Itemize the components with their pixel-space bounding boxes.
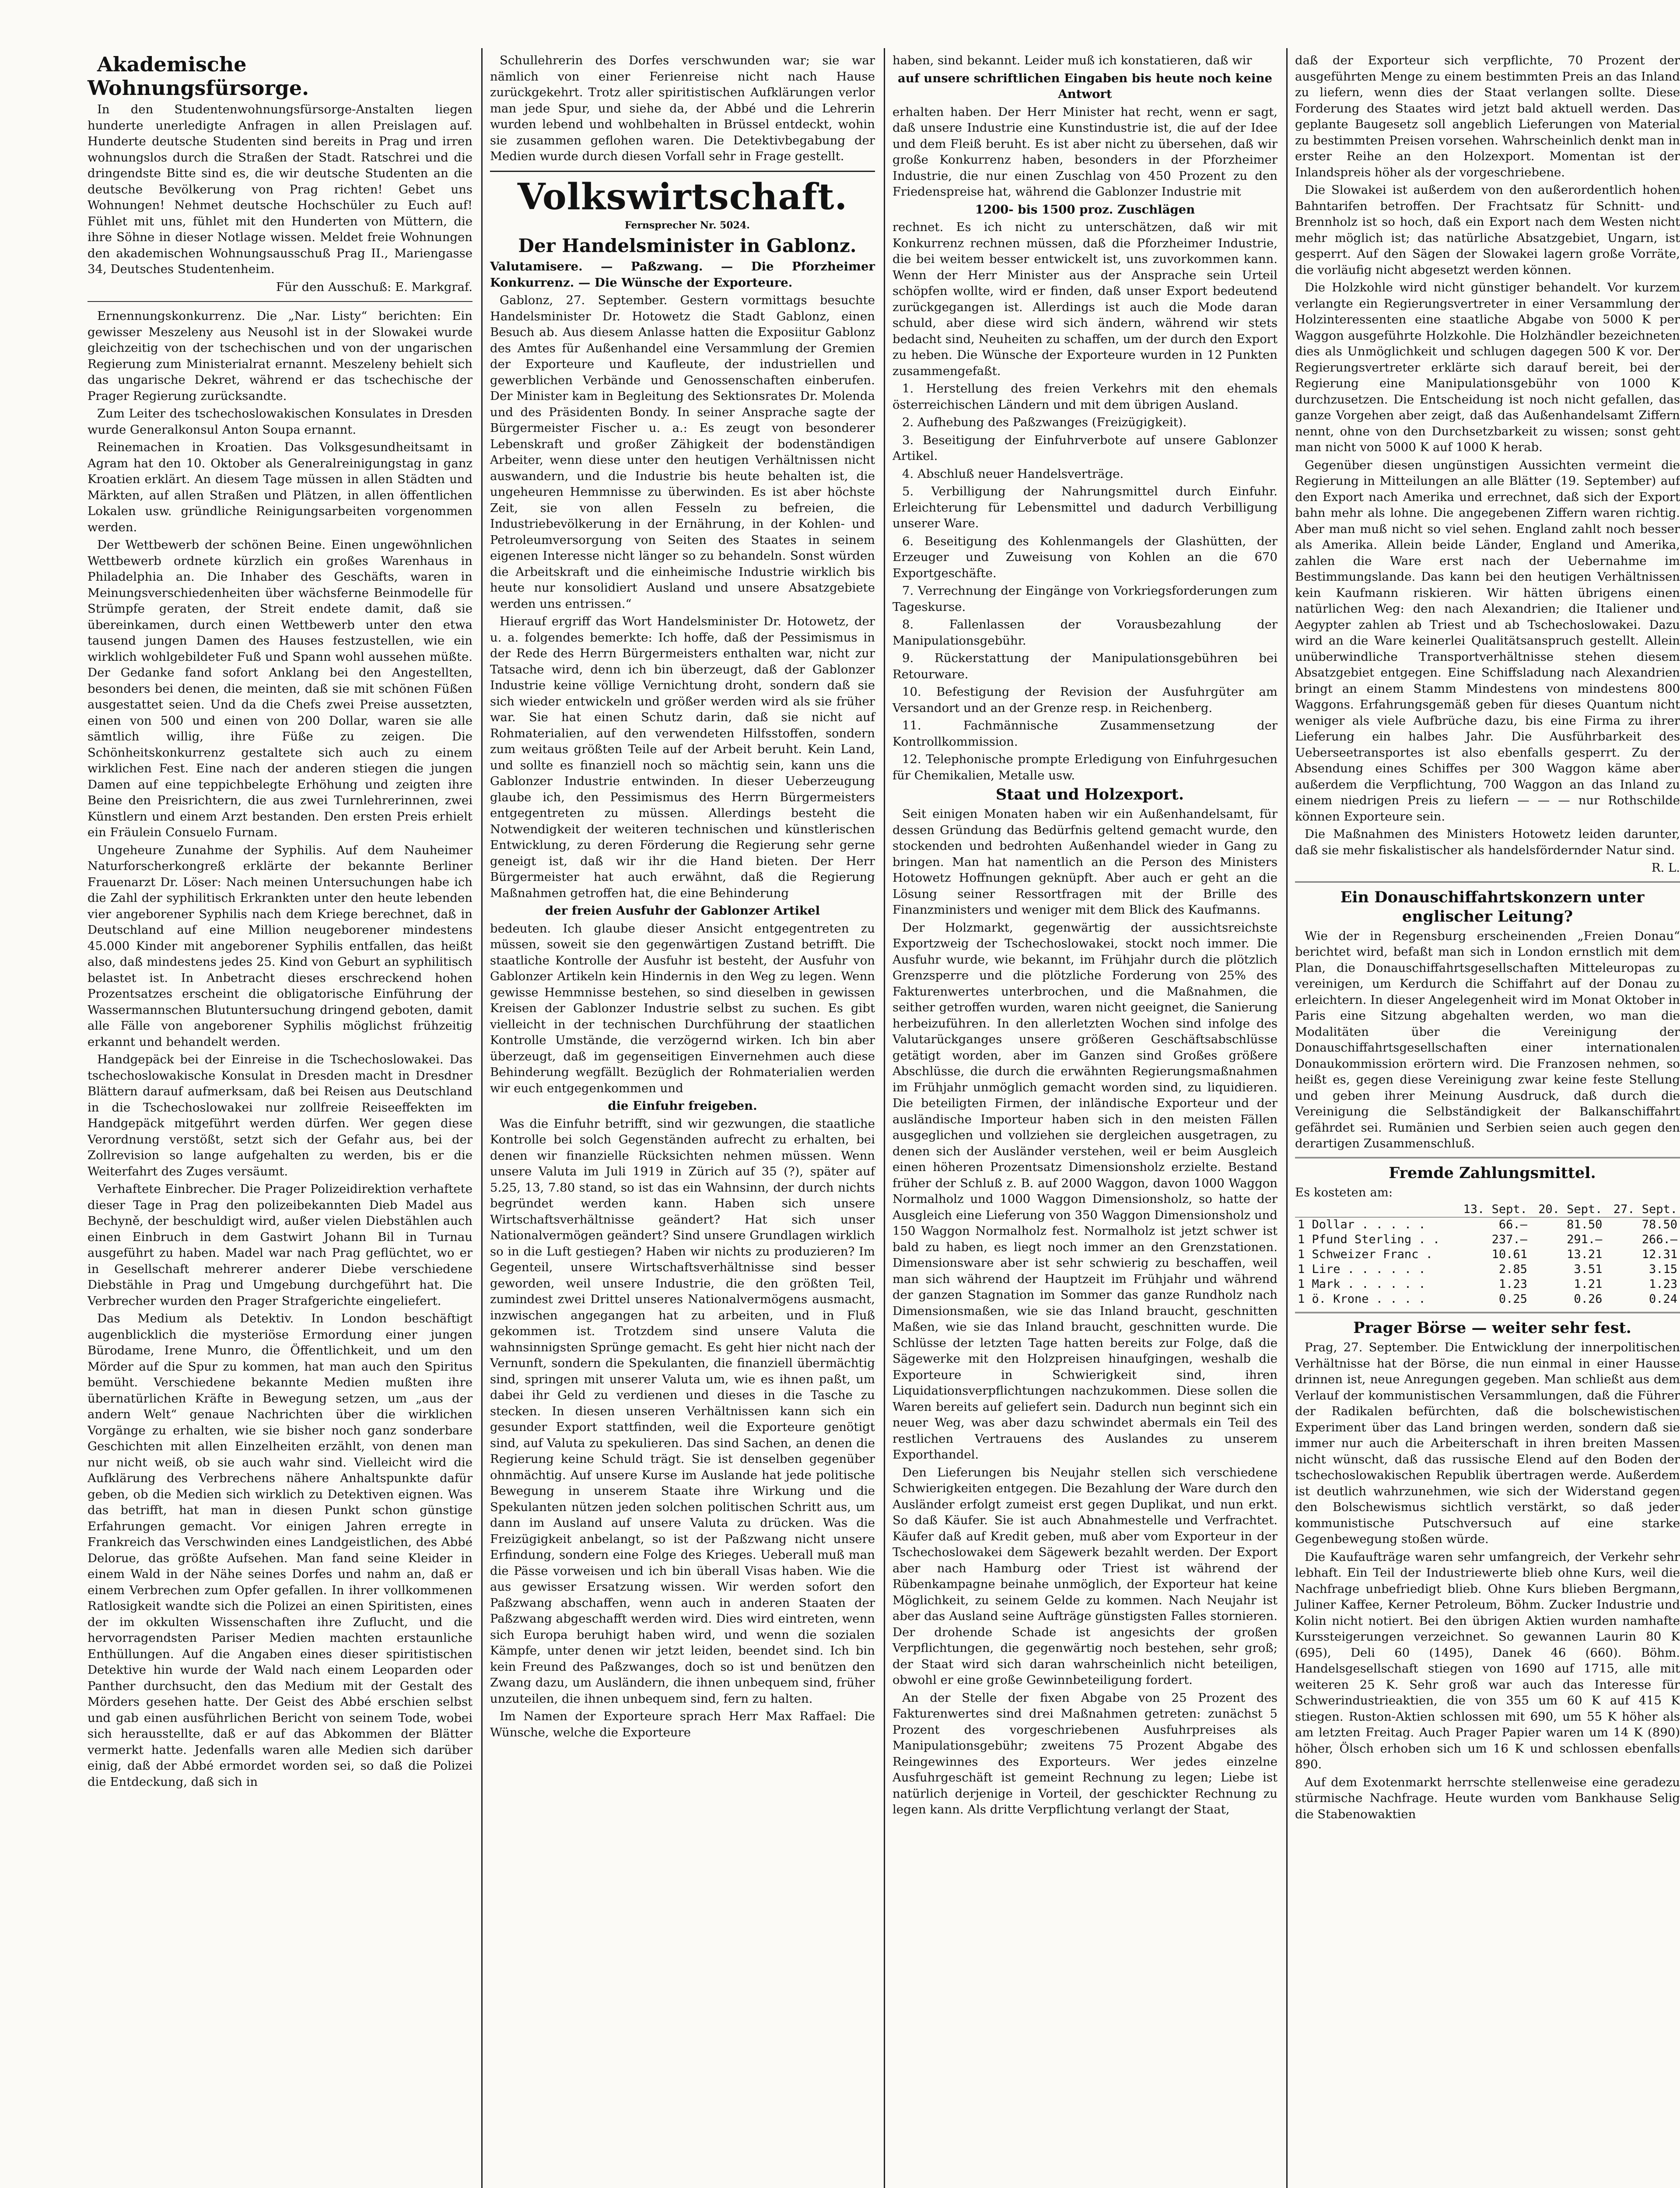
article-paragraph: Die Holzkohle wird nicht günstiger behandelt. Vor kurzem verlangte ein Regierungsvertreter in einer Versammlung der Holzinteressenten eine staatliche Abgabe von 5000 K per Waggon ausgeführte Holzkohle. Die Holzhändler bezeichneten dies als Unmöglichkeit und schlugen dagegen 500 K vor. Der Regierungsvertreter erklärte sich darauf bereit, bei der Regierung eine Manipulationsgebühr von 1000 K durchzusetzen. Die Entscheidung ist noch nicht gefallen, das ganze Vorgehen aber zeigt, daß das Außenhandelsamt Ziffern nennt, ohne von den Durchsetzbarkeit zu wissen; sonst geht man nicht von 5000 K auf 1000 K herab.: [1295, 281, 1680, 454]
article-paragraph: rechnet. Es ich nicht zu unterschätzen, daß wir mit Konkurrenz rechnen müssen, daß die Pforzheimer Industrie, die bei weitem besser entwickelt ist, uns zuvorkommen kann. Wenn der Herr Minister aus der Ansprache sein Urteil schöpfen wollte, wird er finden, daß unser Export bedeutend zurückgegangen ist. Allerdings ist auch die Mode daran schuld, aber diese wird sich ändern, während wir stets bedacht sind, Neuheiten zu schaffen, um der durch den Export zu heben. Die Wünsche der Exporteure wurden in 12 Punkten zusammengefaßt.: [892, 220, 1278, 378]
news-item: Der Wettbewerb der schönen Beine. Einen ungewöhnlichen Wettbewerb ordnete kürzlich ein großes Warenhaus in Philadelphia an. Die Inhaber des Geschäfts, waren in Meinungsverschiedenheiten über wächsferne Beinmodelle für Strümpfe geraten, der Streit endete damit, daß sie übereinkamen, durch einen Wettbewerb unter den etwa tausend jungen Damen des Hauses festzustellen, wie ein wirklich wohlgebildeter Fuß und Spann wohl aussehen müßte. Der Gedanke fand sofort Anklang bei den Angestellten, besonders bei denen, die meinten, daß sie mit schönen Füßen ausgestattet seien. Und da die Chefs zwei Preise aussetzten, einen von 500 und einen von 200 Dollar, waren sie alle sämtlich willig, ihre Füße zu zeigen. Die Schönheitskonkurrenz gestaltete sich auch zu einem wirklichen Fest. Eine nach der anderen stiegen die jungen Damen auf eine teppichbelegte Erhöhung und zeigten ihre Beine den Preisrichtern, die aus zwei Turnlehrerinnen, zwei Künstlern und einem Arzt bestanden. Den ersten Preis erhielt ein Fräulein Consuelo Furnam.: [88, 538, 472, 839]
list-item: 10. Befestigung der Revision der Ausfuhrgüter am Versandort und an der Grenze resp. in Reichenberg.: [892, 685, 1278, 715]
table-cell: 1 Pfund Sterling . .: [1298, 1233, 1440, 1246]
list-item: 3. Beseitigung der Einfuhrverbote auf unsere Gablonzer Artikel.: [892, 433, 1278, 463]
table-cell: 291.—: [1567, 1233, 1603, 1246]
table-cell: 3.51: [1574, 1262, 1603, 1276]
article-paragraph: Der Holzmarkt, gegenwärtig der aussichtsreichste Exportzweig der Tschechoslowakei, stockt noch immer. Die Ausfuhr wurde, wie bekannt, im Frühjahr durch die plötzlich Grenzsperre und die plötzliche Forderung von 25% des Fakturenwertes unterbrochen, und die Maßnahmen, die seither getroffen wurden, waren nicht geeignet, die Sanierung herbeizuführen. In den allerletzten Wochen sind infolge des Valutarückganges unsere größeren Geschäftsabschlüsse getätigt worden, aber im Ganzen sind Großes größere Abschlüsse, die durch die erwähnten Regierungsmaßnahmen im Frühjahr unmöglich gemacht worden sind, zu liquidieren. Die beteiligten Firmen, der inländische Exporteur und der ausländische Importeur haben sich in den meisten Fällen ausgeglichen und vollziehen sie dergleichen ausgetragen, zu denen sich der Ausländer verstehen, weil er beim Ausgleich einen höheren Prozentsatz Dimensionsholz erzielte. Bestand früher der Schluß z. B. auf 2000 Waggon, davon 1000 Waggon Normalholz und 1000 Waggon Dimensionsholz, so hatte der Ausgleich eine Lieferung von 350 Waggon Dimensionsholz und 150 Waggon Normalholz fest. Normalholz ist jetzt schwer ist bald zu haben, es liegt noch immer an den Grenzstationen. Dimensionsware aber ist sehr schwierig zu beschaffen, weil man sich während der Hauptzeit im Frühjahr und während der ganzen Stagnation im Sommer das ganze Rundholz nach Dimensionsmaßen, wie sie das Inland braucht, geschnitten Maßen, wie sie das Inland braucht, geschnitten wurde. Die Schlüsse der letzten Tage hatten bereits zur Folge, daß die Sägewerke mit den Holzpreisen hinaufgingen, weshalb die Exporteure in Schwierigkeit sind, ihren Liquidationsverpflichtungen nachzukommen. Diese sollen die Waren bereits auf geliefert sein. Dadurch nun beginnt sich ein neuer Weg, was aber dazu schwindet abermals ein Teil des restlichen Vertrauens des Auslandes zu unserem Exporthandel.: [892, 920, 1278, 1462]
table-cell: 1.23: [1498, 1277, 1527, 1291]
divider: [1295, 1157, 1680, 1158]
column-rule: [1286, 48, 1288, 2188]
fx-subtitle: Es kosteten am:: [1295, 1185, 1393, 1199]
article-paragraph: Seit einigen Monaten haben wir ein Außenhandelsamt, für dessen Gründung das Bedürfnis geltend gemacht wurde, den stockenden und bedrohten Außenhandel wieder in Gang zu bringen. Man hat namentlich an die Person des Ministers Hotowetz Hoffnungen geknüpft. Aber auch er geht an die Lösung seiner Ressortfragen mit der Brille des Finanzministers und weniger mit dem Blick des Kaufmanns.: [892, 807, 1278, 917]
table-row: [1295, 1292, 1680, 1307]
table-row: [1295, 1217, 1680, 1233]
divider: [88, 301, 472, 302]
article-paragraph: Die Slowakei ist außerdem von den außerordentlich hohen Bahntarifen betroffen. Der Frachtsatz für Schnitt- und Brennholz ist so hoch, daß ein Export nach dem Westen nicht mehr möglich ist; das natürliche Absatzgebiet, Ungarn, ist gesperrt. Auf den Sägen der Slowakei lagern große Vorräte, die vorläufig nicht abgesetzt werden können.: [1295, 183, 1680, 277]
newspaper-page: [4, 0, 1680, 2188]
table-cell: 1.23: [1648, 1277, 1677, 1291]
table-cell: 1 ö. Krone . . . .: [1298, 1292, 1426, 1306]
article-paragraph: haben, sind bekannt. Leider muß ich konstatieren, daß wir: [892, 53, 1252, 67]
article-paragraph: bedeuten. Ich glaube dieser Ansicht entgegentreten zu müssen, soweit sie den gegenwärtigen Zustand betrifft. Die staatliche Kontrolle der Ausfuhr ist besteht, der Ausfuhr von Gablonzer Artikeln kein Hindernis in den Weg zu legen. Wenn gewisse Hemmnisse bestehen, so sind dieselben in gewissen Kreisen der Gablonzer Industrie selbst zu suchen. Es gibt vielleicht in der technischen Durchführung der staatlichen Kontrolle Umstände, die verzögernd wirken. Ich bin aber überzeugt, daß im gegenseitigen Einvernehmen auch diese Behinderung wegfällt. Bezüglich der Rohmaterialien werden wir euch entgegenkommen und: [490, 921, 875, 1095]
news-item: Zum Leiter des tschechoslowakischen Konsulates in Dresden wurde Generalkonsul Anton Soupa ernannt.: [88, 407, 472, 437]
list-item: 11. Fachmännische Zusammensetzung der Kontrollkommission.: [892, 719, 1278, 749]
headline-wohnungsfuersorge: Akademische Wohnungsfürsorge.: [88, 53, 309, 100]
headline-prager-boerse: Prager Börse — weiter sehr fest.: [1353, 1319, 1631, 1337]
article-paragraph: Die Maßnahmen des Ministers Hotowetz leiden darunter, daß sie mehr fiskalistischer als handelsfördernder Natur sind.: [1295, 827, 1680, 857]
table-cell: 3.15: [1648, 1262, 1677, 1276]
news-item: Ernennungskonkurrenz. Die „Nar. Listy“ berichten: Ein gewisser Meszeleny aus Neusohl ist in der Slowakei wurde gleichzeitig von der tschechischen und von der ungarischen Regierung zum Ministerialrat ernannt. Meszeleny behielt sich das ungarische Dekret, während er das tschechische der Prager Regierung zurücksandte.: [88, 309, 472, 403]
article-paragraph: Den Lieferungen bis Neujahr stellen sich verschiedene Schwierigkeiten entgegen. Die Bezahlung der Ware durch den Ausländer erfolgt zumeist erst gegen Duplikat, und nun erkt. So daß Käufer. Sie ist auch Abnahmestelle und Verfrachtet. Käufer daß auf Kredit geben, muß aber vom Exporteur in der Tschechoslowakei dem Sägewerk bezahlt werden. Der Export aber nach Hamburg oder Triest ist während der Rübenkampagne beinahe unmöglich, der Exporteur hat keine Möglichkeit, zu seinem Gelde zu kommen. Nach Neujahr ist aber das Ausland seine Aufträge günstigsten Falles stornieren. Der drohende Schade ist angesichts der großen Verpflichtungen, die gegenwärtig noch bestehen, sehr groß; der Staat wird sich daran wahrscheinlich nicht beteiligen, obwohl er eine große Gewinnbeteiligung fordert.: [892, 1465, 1278, 1687]
column-2: [490, 53, 875, 2188]
column-1: [88, 53, 472, 2188]
table-cell: 1 Schweizer Franc .: [1298, 1248, 1433, 1261]
table-row: [1295, 1277, 1680, 1292]
article-paragraph: Prag, 27. September. Die Entwicklung der innerpolitischen Verhältnisse hat der Börse, die nun einmal in einer Hausse drinnen ist, neue Anregungen gegeben. Man schließt aus dem Verlauf der kommunistischen Versammlungen, daß die Führer der Radikalen befürchten, daß die bolschewistischen Experiment über das Land bringen werden, sondern daß sie immer nur auch die Arbeiterschaft in ihren breiten Massen nicht wünscht, daß das russische Elend auf den Boden der tschechoslowakischen Republik übertragen werde. Außerdem ist deutlich wahrzunehmen, wie sich der Widerstand gegen den Bolschewismus sichtlich verstärkt, so daß jeder kommunistische Putschversuch auf eine starke Gegenbewegung stoßen würde.: [1295, 1340, 1680, 1546]
headline-zahlungsmittel: Fremde Zahlungsmittel.: [1389, 1164, 1596, 1182]
table-cell: 0.26: [1574, 1292, 1603, 1306]
table-cell: 2.85: [1498, 1262, 1527, 1276]
list-item: 4. Abschluß neuer Handelsverträge.: [902, 466, 1124, 481]
table-cell: 0.25: [1498, 1292, 1527, 1306]
headline-holzexport: Staat und Holzexport.: [995, 785, 1184, 803]
table-cell: 1 Lire . . . . . .: [1298, 1262, 1426, 1276]
table-cell: 1.21: [1574, 1277, 1603, 1291]
exchange-rate-table: [1295, 1202, 1680, 1307]
table-cell: 1 Mark . . . . . .: [1298, 1277, 1426, 1291]
article-paragraph: Die Kaufaufträge waren sehr umfangreich, der Verkehr sehr lebhaft. Ein Teil der Industriewerte blieb ohne Kurs, weil die Nachfrage unbefriedigt blieb. Ohne Kurs blieben Bergmann, Juliner Kaffee, Kerner Petroleum, Böhm. Zucker Industrie und Kolin nicht notiert. Bei den übrigen Aktien wurden namhafte Kurssteigerungen verzeichnet. So gewannen Laurin 80 K (695), Deli 60 (1495), Danek 46 (660). Böhm. Handelsgesellschaft stiegen von 1690 auf 1715, alle mit weiteren 25 K. Sehr groß war auch das Interesse für Schwerindustrieaktien, die von 355 um 60 K auf 415 K stiegen. Ruston-Aktien schlossen mit 690, um 55 K höher als am letzten Freitag. Auch Prager Papier waren um 14 K (890) höher, Ölsch erhoben sich um 16 K und schlossen ebenfalls 890.: [1295, 1550, 1680, 1771]
list-item: 6. Beseitigung des Kohlenmangels der Glashütten, der Erzeuger und Zuweisung von Kohlen an die 670 Exportgeschäfte.: [892, 534, 1278, 580]
inline-subhead: der freien Ausfuhr der Gablonzer Artikel: [545, 904, 820, 918]
list-item: 1. Herstellung des freien Verkehrs mit den ehemals österreichischen Ländern und mit dem übrigen Ausland.: [892, 382, 1278, 412]
news-item: Reinemachen in Kroatien. Das Volksgesundheitsamt in Agram hat den 10. Oktober als Generalreinigungstag in ganz Kroatien erklärt. An diesem Tage müssen in allen Städten und Märkten, auf allen Straßen und Plätzen, in allen öffentlichen Lokalen usw. gründliche Reinigungsarbeiten vorgenommen werden.: [88, 440, 472, 534]
news-item: Verhaftete Einbrecher. Die Prager Polizeidirektion verhaftete dieser Tage in Prag den polizeibekannten Dieb Madel aus Bechyně, der beschuldigt wird, außer vielen Diebstählen auch einen Einbruch in dem Gastwirt Johann Bil in Turnau ausgeführt zu haben. Madel war nach Prag geflüchtet, wo er in Gesellschaft mehrerer anderer Diebe verschiedene Diebstähle in Prag und Umgebung durchgeführt hat. Die Verbrecher wurden den Prager Strafgerichte eingeliefert.: [88, 1182, 472, 1308]
list-item: 2. Aufhebung des Paßzwanges (Freizügigkeit).: [902, 415, 1187, 429]
list-item: 12. Telephonische prompte Erledigung von Einfuhrgesuchen für Chemikalien, Metalle usw.: [892, 752, 1278, 782]
inline-subhead: auf unsere schriftlichen Eingaben bis heute noch keine Antwort: [898, 71, 1272, 101]
table-cell: 10.61: [1491, 1248, 1527, 1261]
news-item: Ungeheure Zunahme der Syphilis. Auf dem Nauheimer Naturforscherkongreß erklärte der bekannte Berliner Frauenarzt Dr. Löser: Nach meinen Untersuchungen habe ich die Zahl der syphilitisch Erkrankten unter den heute lebenden vier angeborener Syphilis nach dem Kriege berechnet, daß in Deutschland auf eine Million neugeborener mindestens 45.000 Kinder mit angeborener Syphilis entfallen, das heißt also, daß mindestens jedes 25. Kind von Geburt an syphilitisch belastet ist. In Anbetracht dieses erschreckend hohen Prozentsatzes erscheint die obligatorische Einführung der Wassermannschen Blutuntersuchung dringend geboten, damit alle Fälle von angeborener Syphilis möglichst frühzeitig erkannt und behandelt werden.: [88, 843, 472, 1049]
divider: [1295, 881, 1680, 883]
list-item: 8. Fallenlassen der Vorausbezahlung der Manipulationsgebühr.: [892, 617, 1278, 648]
table-cell: 0.24: [1648, 1292, 1677, 1306]
table-header-row: [1295, 1202, 1680, 1217]
column-rule: [481, 48, 483, 2188]
table-header: 20. Sept.: [1530, 1202, 1605, 1217]
table-cell: 1 Dollar . . . . .: [1298, 1218, 1426, 1231]
table-row: [1295, 1232, 1680, 1247]
table-cell: 237.—: [1491, 1233, 1527, 1246]
subheadline: Valutamisere. — Paßzwang. — Die Pforzheimer Konkurrenz. — Die Wünsche der Exporteure.: [490, 259, 875, 290]
signature: R. L.: [1651, 861, 1680, 875]
divider: [1295, 1312, 1680, 1313]
inline-subhead: die Einfuhr freigeben.: [608, 1099, 757, 1113]
inline-subhead: 1200- bis 1500 proz. Zuschlägen: [975, 202, 1195, 217]
article-paragraph: erhalten haben. Der Herr Minister hat recht, wenn er sagt, daß unsere Industrie eine Kunstindustrie ist, die auf der Idee und dem Fleiß beruht. Es ist aber nicht zu übersehen, daß wir große Konkurrenz haben, besonders in der Pforzheimer Industrie, die nur einen Zuschlag von 450 Prozent zu den Friedenspreise hat, während die Gablonzer Industrie mit: [892, 105, 1278, 199]
article-paragraph: In den Studentenwohnungsfürsorge-Anstalten liegen hunderte unerledigte Anfragen in allen Preislagen auf. Hunderte deutsche Studenten sind bereits in Prag und irren wohnungslos durch die Straßen der Stadt. Ratschrei und die dringendste Bitte sind es, die wir deutsche Studenten an die deutsche Bevölkerung von Prag richten! Gebet uns Wohnungen! Nehmet deutsche Hochschüler zu Euch auf! Fühlet mit uns, fühlet mit den Hunderten von Müttern, die ihre Söhne in dieser Notlage wissen. Meldet freie Wohnungen den akademischen Wohnungsausschuß Prag II., Mariengasse 34, Deutsches Studentenheim.: [88, 102, 472, 276]
article-paragraph: Gegenüber diesen ungünstigen Aussichten vermeint die Regierung in Mitteilungen an alle Blätter (19. September) auf den Export nach Amerika und errechnet, daß sich der Export bahn mehr als lohne. Die angegebenen Ziffern waren richtig. Aber man muß nicht so viel sehen. England zahlt noch besser als Amerika. Allein beide Länder, England und Amerika, zahlen die Ware erst nach der Uebernahme im Bestimmungslande. Das kann bei den heutigen Verhältnissen kein Kaufmann riskieren. Wir hätten übrigens einen natürlichen Weg: den nach Alexandrien; die Italiener und Aegypter zahlen ab Triest und ab Tschechoslowakei. Dazu wird an die Ware keinerlei Qualitätsanspruch gestellt. Allein unüberwindliche Transportverhältnisse stehen diesem Absatzgebiet entgegen. Eine Schiffsladung nach Alexandrien bringt an einem Stamm Mindestens von mindestens 800 Waggons. Erfahrungsgemäß geben für dieses Quantum nicht weniger als viele Aufbrüche dazu, bis eine Firma zu ihrer Lieferung ein halbes Jahr. Die Ausführbarkeit des Ueberseetransportes ist also ebenfalls gesperrt. Zu der Absendung eines Schiffes per 300 Waggon käme aber außerdem die Verpflichtung, 700 Waggon an das Inland zu einem niedrigen Preis zu liefern — — — nur Rothschilde können Exporteure sein.: [1295, 458, 1680, 824]
phone-byline: Fernsprecher Nr. 5024.: [625, 219, 750, 231]
article-paragraph: Im Namen der Exporteure sprach Herr Max Raffael: Die Wünsche, welche die Exporteure: [490, 1709, 875, 1739]
list-item: 7. Verrechnung der Eingänge von Vorkriegsforderungen zum Tageskurse.: [892, 584, 1278, 614]
table-cell: 266.—: [1642, 1233, 1677, 1246]
article-paragraph: Schullehrerin des Dorfes verschwunden war; sie war nämlich von einer Ferienreise nicht nach Hause zurückgekehrt. Trotz aller spiritistischen Aufklärungen verlor man jede Spur, und siehe da, der Abbé und die Lehrerin wurden lebend und wohlbehalten in Brüssel entdeckt, wohin sie zusammen geflohen waren. Die Detektivbegabung der Medien wurde durch diesen Vorfall sehr in Frage gestellt.: [490, 53, 875, 163]
list-item: 9. Rückerstattung der Manipulationsgebühren bei Retourware.: [892, 651, 1278, 681]
article-paragraph: daß der Exporteur sich verpflichte, 70 Prozent der ausgeführten Menge zu einem bestimmten Preis an das Inland zu liefern, wenn dies der Staat verlangen sollte. Diese Forderung des Staates wird jetzt bald aktuell werden. Das geplante Baugesetz soll angeblich Lieferungen von Material zu bestimmten Preisen vorsehen. Wahrscheinlich denkt man in erster Reihe an den Holzexport. Momentan ist der Inlandspreis höher als der vorgeschriebene.: [1295, 53, 1680, 179]
article-paragraph: Hierauf ergriff das Wort Handelsminister Dr. Hotowetz, der u. a. folgendes bemerkte: Ich hoffe, daß der Pessimismus in der Rede des Herrn Bürgermeisters enthalten war, nicht zur Tatsache wird, denn ich bin überzeugt, daß der Gablonzer Industrie keine völlige Vernichtung droht, sondern daß sie sich wieder entwickeln und größer werden wird als sie früher war. Sie hat einen Schutz darin, daß sie nicht auf Rohmaterialien, auf den verwendeten Hilfsstoffen, sondern zum weitaus größten Teile auf der Arbeit beruht. Kein Land, und sollte es finanziell noch so mächtig sein, kann uns die Gablonzer Industrie entwinden. In dieser Ueberzeugung glaube ich, den Pessimismus des Herrn Bürgermeisters entgegentreten zu müssen. Allerdings besteht die Notwendigkeit der weiteren technischen und künstlerischen Entwicklung, zu deren Förderung die Regierung sehr gerne geneigt ist, daß wir ihr die Hand bieten. Der Herr Bürgermeister hat auch erwähnt, daß die Regierung Maßnahmen getroffen hat, die eine Behinderung: [490, 614, 875, 900]
table-cell: 81.50: [1567, 1218, 1603, 1231]
column-3: [892, 53, 1278, 2188]
article-paragraph: Wie der in Regensburg erscheinenden „Freien Donau“ berichtet wird, befaßt man sich in London ernstlich mit dem Plan, die Donauschiffahrtsgesellschaften Mitteleuropas zu vereinigen, um Kerdurch die Schiffahrt auf der Donau zu erleichtern. In dieser Angelegenheit wird im Monat Oktober in Paris eine Sitzung abgehalten werden, wo man die Modalitäten über die Vereinigung der Donauschiffahrtsgesellschaften einer internationalen Donaukommission erörtern wird. Die Franzosen nehmen, so heißt es, gegen diese Vereinigung zwar keine feste Stellung und geben ihrer Meinung Ausdruck, daß durch die Vereinigung die Selbständigkeit der Balkanschiffahrt gefährdet sei. Rumänien und Serbien seien auch gegen den derartigen Zusammenschluß.: [1295, 929, 1680, 1150]
news-item: Das Medium als Detektiv. In London beschäftigt augenblicklich die mysteriöse Ermordung einer jungen Bürodame, Irene Munro, die Öffentlichkeit, und um den Mörder auf die Spur zu kommen, hat man auch den Spiritus bemüht. Verschiedene bekannte Medien mußten ihre übernatürlichen Kräfte in Bewegung setzen, um „aus der andern Welt“ genaue Nachrichten über die wirklichen Vorgänge zu erhalten, wie sie bisher noch ganz sonderbare Geschichten mit allen Einzelheiten erzählt, von denen man nur nicht weiß, ob sie auch wahr sind. Vielleicht wird die Aufklärung des Verbrechens nähere Anhaltspunkte dafür geben, ob die Medien sich wirklich zu Detektiven eignen. Was das betrifft, hat man in diesen Punkt schon günstige Erfahrungen gemacht. Vor einigen Jahren erregte in Frankreich das Verschwinden eines Landgeistlichen, des Abbé Delorue, das größte Aufsehen. Man fand seine Kleider in einem Wald in der Nähe seines Dorfes und nahm an, daß er einem Verbrechen zum Opfer gefallen. In ihrer vollkommenen Ratlosigkeit wandte sich die Polizei an einen Spiritisten, eines der im okkulten Wissenschaften ihre Zuflucht, und die hervorragendsten Pariser Medien machten erstaunliche Enthüllungen. Auf die Angaben eines dieser spiritistischen Detektive hin wurde der Wald nach einem Leoparden oder Panther durchsucht, den das Medium mit der Gestalt des Mörders gesehen hatte. Der Geist des Abbé erschien selbst und gab einen ausführlichen Bericht von seinem Tode, wobei sich herausstellte, daß er auf das Abkommen der Blätter vermerkt hatte. Jedenfalls waren alle Medien sich darüber einig, daß der Abbé ermordet worden sei, so daß die Polizei die Entdeckung, daß sich in: [88, 1311, 472, 1789]
table-cell: 66.—: [1498, 1218, 1527, 1231]
headline-donauschiffahrt: Ein Donauschiffahrtskonzern unter englischer Leitung?: [1340, 888, 1645, 926]
table-cell: 78.50: [1642, 1218, 1677, 1231]
news-item: Handgepäck bei der Einreise in die Tschechoslowakei. Das tschechoslowakische Konsulat in Dresden macht in Dresdner Blättern darauf aufmerksam, daß bei Reisen aus Deutschland in die Tschechoslowakei nur zollfreie Reiseeffekten im Handgepäck mitgeführt werden dürfen. Wer gegen diese Verordnung verstößt, setzt sich der Gefahr aus, bei der Zollrevision so lange aufgehalten zu werden, bis er die Weiterfahrt des Zuges versäumt.: [88, 1052, 472, 1178]
table-cell: 13.21: [1567, 1248, 1603, 1261]
table-row: [1295, 1247, 1680, 1262]
table-header: [1295, 1202, 1455, 1217]
headline-handelsminister: Der Handelsminister in Gablonz.: [518, 235, 857, 256]
section-title: Volkswirtschaft.: [490, 171, 875, 217]
signature: Für den Ausschuß: E. Markgraf.: [276, 280, 472, 294]
article-paragraph: Auf dem Exotenmarkt herrschte stellenweise eine geradezu stürmische Nachfrage. Heute wurden vom Bankhause Selig die Stabenowaktien: [1295, 1775, 1680, 1821]
table-header: 27. Sept.: [1605, 1202, 1680, 1217]
list-item: 5. Verbilligung der Nahrungsmittel durch Einfuhr. Erleichterung für Lebensmittel und dadurch Verbilligung unserer Ware.: [892, 484, 1278, 530]
article-paragraph: Was die Einfuhr betrifft, sind wir gezwungen, die staatliche Kontrolle bei solch Gegenständen aufrecht zu erhalten, bei denen wir finanzielle Rücksichten nehmen müssen. Wenn unsere Valuta im Juli 1919 in Zürich auf 35 (?), später auf 5.25, 13, 7.80 stand, so ist das ein Wahnsinn, der durch nichts begründet werden kann. Haben sich unsere Wirtschaftsverhältnisse geändert? Hat sich unser Nationalvermögen geändert? Sind unsere Grundlagen wirklich so in die Luft gestiegen? Haben wir nichts zu produzieren? Im Gegenteil, unsere Wirtschaftsverhältnisse sind besser geworden, weil unsere Industrie, die den größten Teil, zumindest zwei Drittel unseres Nationalvermögens ausmacht, inzwischen angegangen hat zu arbeiten, und in Fluß gekommen ist. Trotzdem sind unsere Valuta die wahnsinnigsten Sprünge gemacht. Es geht hier nicht nach der Vernunft, sondern die Spekulanten, die finanziell übermächtig sind, springen mit unserer Valuta um, wie es ihnen paßt, um dabei ihr Geld zu verdienen und dieses in die Tasche zu stecken. In diesen unseren Verhältnissen kann sich ein gesunder Export stattfinden, weil die Exporteure genötigt sind, auf Valuta zu spekulieren. Das sind Sachen, an denen die Regierung keine Schuld trägt. Sie ist denselben gegenüber ohnmächtig. Auf unsere Kurse im Auslande hat jede politische Bewegung in unserem Staate ihre Wirkung und die Spekulanten nützen jeden solchen politischen Schritt aus, um dann im Ausland auf unsere Valuta zu drücken. Was die Freizügigkeit anbelangt, so ist der Paßzwang nicht unsere Erfindung, sondern eine Folge des Krieges. Ueberall muß man die Pässe vorweisen und ich bin überall Visas haben. Wie die aus gewisser Ersatzung wissen. Wir werden sofort den Paßzwang abschaffen, wenn auch in anderen Staaten der Paßzwang abgeschafft werden wird. Dies wird eintreten, wenn sich Europa beruhigt haben wird, und wenn die sozialen Kämpfe, unter denen wir jetzt leiden, beendet sind. Ich bin kein Freund des Paßzwanges, doch so ist und benützen den Zwang dazu, um Ausländern, die ihnen unbequem sind, früher unzuteilen, die ihnen unbequem sind, fern zu halten.: [490, 1116, 875, 1706]
table-header: 13. Sept.: [1455, 1202, 1530, 1217]
table-row: [1295, 1262, 1680, 1277]
article-paragraph: Gablonz, 27. September. Gestern vormittags besuchte Handelsminister Dr. Hotowetz die Stadt Gablonz, einen Besuch ab. Aus diesem Anlasse hatten die Exposiitur Gablonz des Amtes für Außenhandel eine Versammlung der Gremien der Exporteure und Kaufleute, der industriellen und gewerblichen Verbände und Genossenschaften einberufen. Der Minister kam in Begleitung des Sektionsrates Dr. Molenda und des Präsidenten Bondy. In seiner Ansprache sagte der Bürgermeister Fischer u. a.: Es zeugt von besonderer Lebenskraft und großer Zähigkeit der bodenständigen Arbeiter, wenn diese unter den heutigen Verhältnissen nicht auswandern, und die Industrie bis heute behalten ist, die ungeheuren Hemmnisse zu überwinden. Es ist aber höchste Zeit, sie von allen Fesseln zu befreien, die Industriebevölkerung in der Ernährung, in der Kohlen- und Petroleumversorgung von Seiten des Staates in seinem eigenen Interesse nicht länger so zu behandeln. Sonst würden die Arbeitskraft und die einheimische Industrie wirklich bis heute nur konsolidiert Ausland und unsere Absatzgebiete werden uns entrissen.“: [490, 293, 875, 611]
column-4: [1295, 53, 1680, 2188]
article-paragraph: An der Stelle der fixen Abgabe von 25 Prozent des Fakturenwertes sind drei Maßnahmen getreten: zunächst 5 Prozent des vorgeschriebenen Ausfuhrpreises als Manipulationsgebühr; zweitens 75 Prozent Abgabe des Reingewinnes des Exporteurs. Wer jedes einzelne Ausfuhrgeschäft ist gemeint Rechnung zu legen; Liebe ist natürlich derjenige in Vorteil, der geschickter Rechnung zu legen kann. Als dritte Verpflichtung verlangt der Staat,: [892, 1690, 1278, 1816]
column-rule: [884, 48, 885, 2188]
table-cell: 12.31: [1642, 1248, 1677, 1261]
